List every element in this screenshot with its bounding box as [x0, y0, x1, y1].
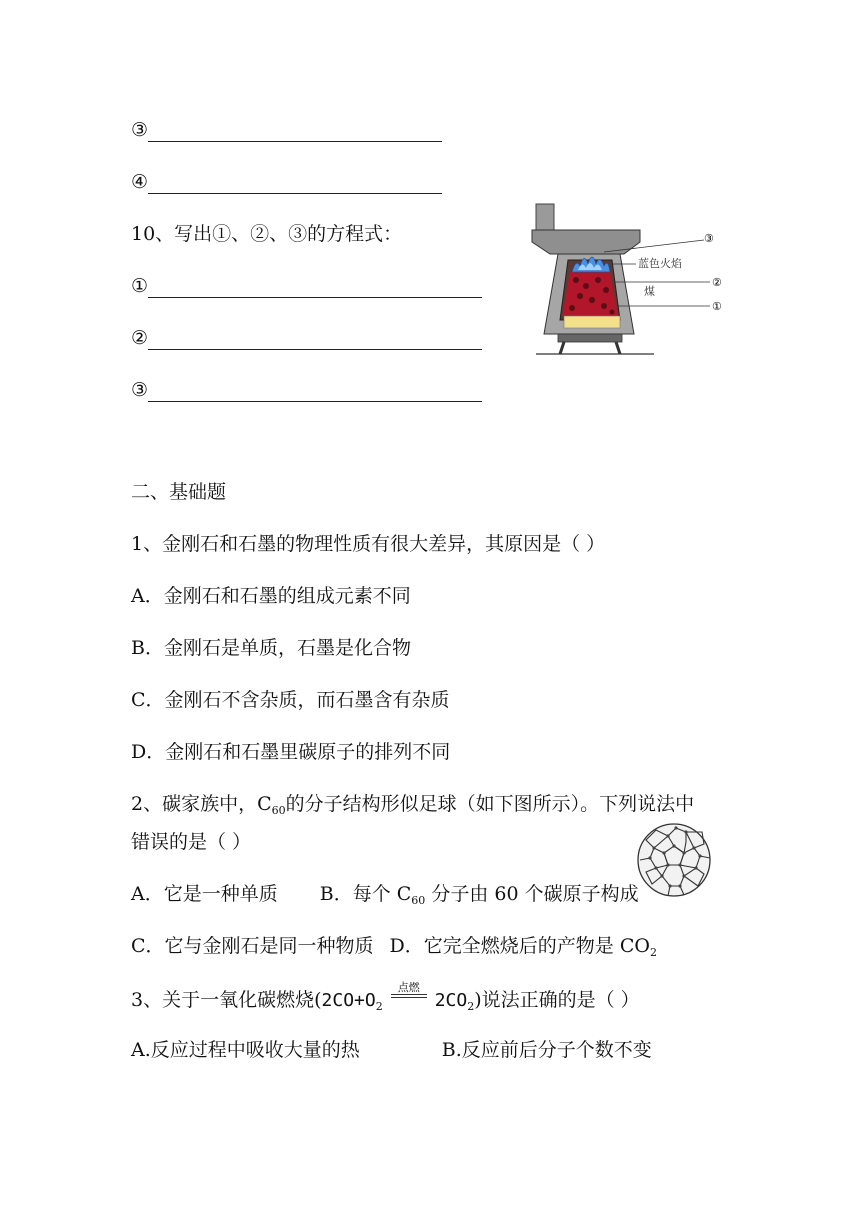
subscript-60: 60: [271, 804, 286, 817]
q3-stem: [131, 981, 640, 1019]
q2-stem-part: 的分子结构形似足球（如下图所示）。下列说法中: [285, 793, 695, 815]
q3-stem-part: )说法正确的是（ ）: [474, 989, 640, 1011]
blank-label: ③: [131, 119, 149, 141]
answer-blank[interactable]: [148, 277, 482, 298]
q3-stem-part: 3、关于一氧化碳燃烧(: [131, 989, 322, 1011]
reaction-condition: [391, 981, 427, 1008]
q2-stem-line1: [131, 792, 694, 823]
callout-2: ②: [712, 276, 722, 289]
q1-stem: 1、金刚石和石墨的物理性质有很大差异，其原因是（ ）: [131, 533, 606, 555]
equation-right: 2CO: [434, 990, 468, 1011]
q2-options-cd: [131, 934, 657, 965]
q10-line-3: [131, 378, 482, 402]
subscript-60: 60: [411, 894, 426, 907]
answer-blank[interactable]: [148, 381, 482, 402]
blank-line-3: [131, 118, 442, 142]
q2-option-c[interactable]: C．它与金刚石是同一种物质: [131, 935, 374, 957]
q10-title: 10、写出①、②、③的方程式：: [131, 223, 403, 245]
condition-text: 点燃: [397, 981, 420, 994]
blank-label: ②: [131, 327, 149, 349]
q3-option-a[interactable]: A.反应过程中吸收大量的热: [131, 1039, 360, 1061]
c60-molecule-figure: [632, 816, 716, 900]
q3-option-b[interactable]: B.反应前后分子个数不变: [441, 1039, 652, 1061]
equation-left: 2CO+O: [321, 990, 376, 1011]
callout-3: ③: [704, 232, 714, 245]
q2-options-ab: [131, 882, 639, 913]
q2-option-d[interactable]: [390, 935, 657, 957]
q10-line-2: [131, 326, 482, 350]
q2-option-b-part: B．每个 C: [319, 883, 412, 905]
callout-1: ①: [712, 300, 722, 313]
q3-options-ab: [131, 1038, 652, 1062]
subscript-2: 2: [375, 1000, 383, 1013]
q1-option-a[interactable]: A．金刚石和石墨的组成元素不同: [131, 585, 411, 607]
coal-stove-figure: [528, 202, 738, 358]
q2-stem-line2: 错误的是（ ）: [131, 831, 252, 853]
q10-line-1: [131, 274, 482, 298]
answer-blank[interactable]: [148, 329, 482, 350]
q2-stem-part: 2、碳家族中，C: [131, 793, 272, 815]
blank-label: ④: [131, 171, 149, 193]
section-heading: 二、基础题: [131, 481, 227, 503]
q2-option-a[interactable]: A．它是一种单质: [131, 883, 278, 905]
q1-option-d[interactable]: D．金刚石和石墨里碳原子的排列不同: [131, 741, 451, 763]
callout-blue-flame: 蓝色火焰: [638, 257, 682, 270]
subscript-2: 2: [649, 946, 657, 959]
answer-blank[interactable]: [148, 173, 442, 194]
q1-option-b[interactable]: B．金刚石是单质，石墨是化合物: [131, 637, 411, 659]
subscript-2: 2: [467, 1000, 475, 1013]
q2-option-b-part: 分子由 60 个碳原子构成: [425, 883, 639, 905]
q2-option-d-part: D．它完全燃烧后的产物是 CO: [389, 935, 650, 957]
blank-label: ①: [131, 275, 149, 297]
q1-option-c[interactable]: C．金刚石不含杂质，而石墨含有杂质: [131, 689, 450, 711]
callout-coal: 煤: [644, 285, 655, 298]
answer-blank[interactable]: [148, 121, 442, 142]
q2-option-b[interactable]: [320, 883, 639, 905]
blank-label: ③: [131, 379, 149, 401]
blank-line-4: [131, 170, 442, 194]
